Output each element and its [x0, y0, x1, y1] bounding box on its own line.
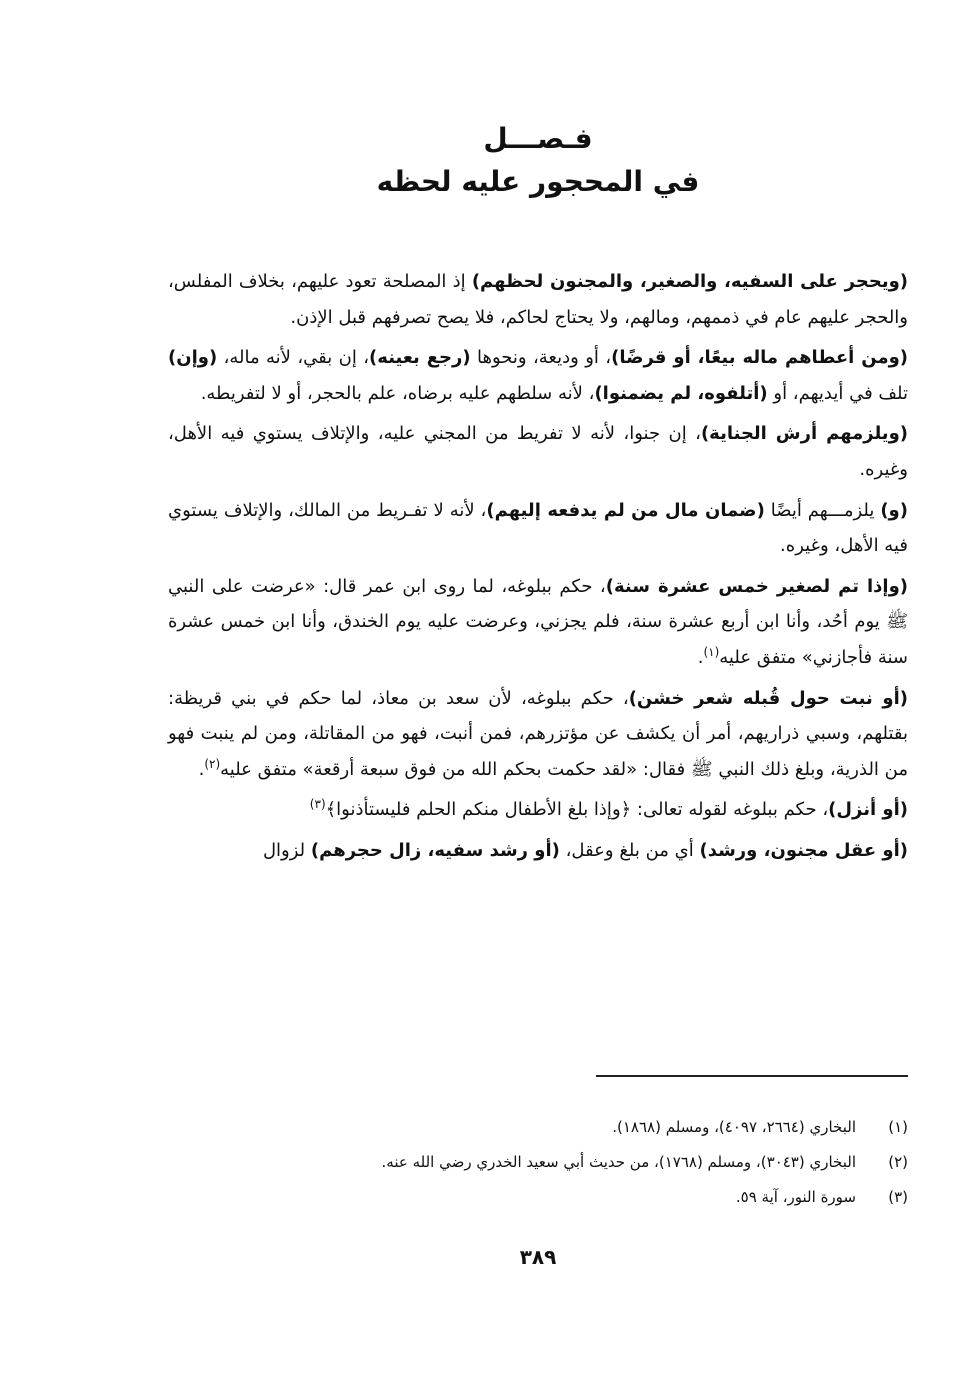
footnote-number: (٢) — [888, 1153, 908, 1171]
sharh-text: ، لأنه لا تفـريط من المالك، والإتلاف يستوي فيه الأهل، وغيره. — [168, 499, 908, 557]
matn-text: (و) — [880, 499, 908, 521]
matn-text: (أتلفوه، لم يضمنوا) — [594, 382, 768, 404]
footnote — [168, 1180, 908, 1215]
matn-text: (ضمان مال من لم يدفعه إليهم) — [486, 499, 765, 521]
section-subtitle: في المحجور عليه لحظه — [376, 165, 700, 198]
section-title: فـصـــل — [483, 122, 593, 155]
matn-text: (ويلزمهم أرش الجناية) — [700, 423, 908, 445]
matn-text: (رجع بعينه) — [369, 347, 471, 369]
paragraph — [168, 416, 908, 487]
footnote — [168, 1145, 908, 1180]
paragraph — [168, 681, 908, 788]
matn-text: (ومن أعطاهم ماله بيعًا، أو قرضًا) — [611, 347, 908, 369]
sharh-text: تلف في أيديهم، أو — [767, 382, 908, 404]
footnote-marker: (١) — [703, 644, 720, 659]
paragraph — [168, 340, 908, 411]
matn-text: (أو نبت حول قُبله شعر خشن) — [628, 687, 909, 709]
sharh-text: . — [198, 758, 205, 780]
sharh-text: ، إن بقي، لأنه ماله، — [217, 347, 370, 369]
paragraph — [168, 264, 908, 335]
matn-text: (أو عقل مجنون، ورشد) — [699, 839, 908, 861]
sharh-text: ، أو وديعة، ونحوها — [470, 347, 612, 369]
sharh-text: ، إن جنوا، لأنه لا تفريط من المجني عليه، والإتلاف يستوي فيه الأهل، وغيره. — [168, 423, 908, 480]
sharh-text: لزوال — [262, 839, 311, 861]
paragraph — [168, 569, 908, 676]
footnote — [168, 1110, 908, 1145]
page-number: ٣٨٩ — [519, 1245, 557, 1269]
footnote-marker: (٣) — [309, 797, 326, 812]
footnote-number: (١) — [888, 1118, 908, 1136]
sharh-text: ، حكم ببلوغه، لما روى ابن عمر قال: «عرضت على النبي ﷺ يوم أحُد، وأنا ابن أربع عشرة سنة، فلم يجزني، وعرضت عليه يوم الخندق، وأنا ابن خمس عشرة سنة فأجازني» متفق عليه — [168, 575, 908, 668]
matn-text: (أو رشد سفيه، زال حجرهم) — [310, 839, 560, 861]
footnote-text: سورة النور، آية ٥٩. — [735, 1188, 856, 1206]
sharh-text: ، لأنه سلطهم عليه برضاه، علم بالحجر، أو لا لتفريطه. — [200, 382, 595, 404]
sharh-text: أي من بلغ وعقل، — [559, 839, 700, 861]
matn-text: (أو أنزل) — [828, 799, 908, 821]
matn-text: (وإذا تم لصغير خمس عشرة سنة) — [605, 575, 909, 597]
book-page — [168, 120, 908, 1300]
sharh-text: ، حكم ببلوغه، لأن سعد بن معاذ، لما حكم في بني قريظة: بقتلهم، وسبي ذراريهم، أمر أن يكشف عن مؤتزرهم، فمن أنبت، فهو من المقاتلة، ومن لم ينبت فهو من الذرية، وبلغ ذلك النبي ﷺ فقال: «لقد حكمت بحكم الله من فوق سبعة أرقعة» متفق عليه — [168, 687, 908, 780]
sharh-text: يلزمـــهم أيضًا — [764, 499, 881, 521]
paragraph — [168, 792, 908, 828]
footnote-number: (٣) — [888, 1188, 908, 1206]
footnote-text: البخاري (٢٦٦٤، ٤٠٩٧)، ومسلم (١٨٦٨). — [612, 1118, 856, 1136]
footnotes — [168, 1110, 908, 1215]
body-text — [168, 264, 908, 869]
chapter-header — [168, 120, 908, 202]
footnote-text: البخاري (٣٠٤٣)، ومسلم (١٧٦٨)، من حديث أبي سعيد الخدري رضي الله عنه. — [381, 1153, 856, 1171]
sharh-text: . — [697, 646, 704, 668]
paragraph — [168, 493, 908, 564]
footnote-separator — [596, 1075, 908, 1077]
footnote-marker: (٢) — [204, 756, 221, 771]
matn-text: (وإن) — [168, 347, 218, 369]
sharh-text: ، حكم ببلوغه لقوله تعالى: ﴿وإذا بلغ الأطفال منكم الحلم فليستأذنوا﴾ — [325, 799, 829, 821]
paragraph — [168, 833, 908, 869]
matn-text: (ويحجر على السفيه، والصغير، والمجنون لحظهم) — [471, 271, 908, 292]
sharh-text: إذ المصلحة تعود عليهم، بخلاف المفلس، والحجر عليهم عام في ذممهم، ومالهم، ولا يحتاج لحاكم، فلا يصح تصرفهم قبل الإذن. — [168, 271, 908, 328]
